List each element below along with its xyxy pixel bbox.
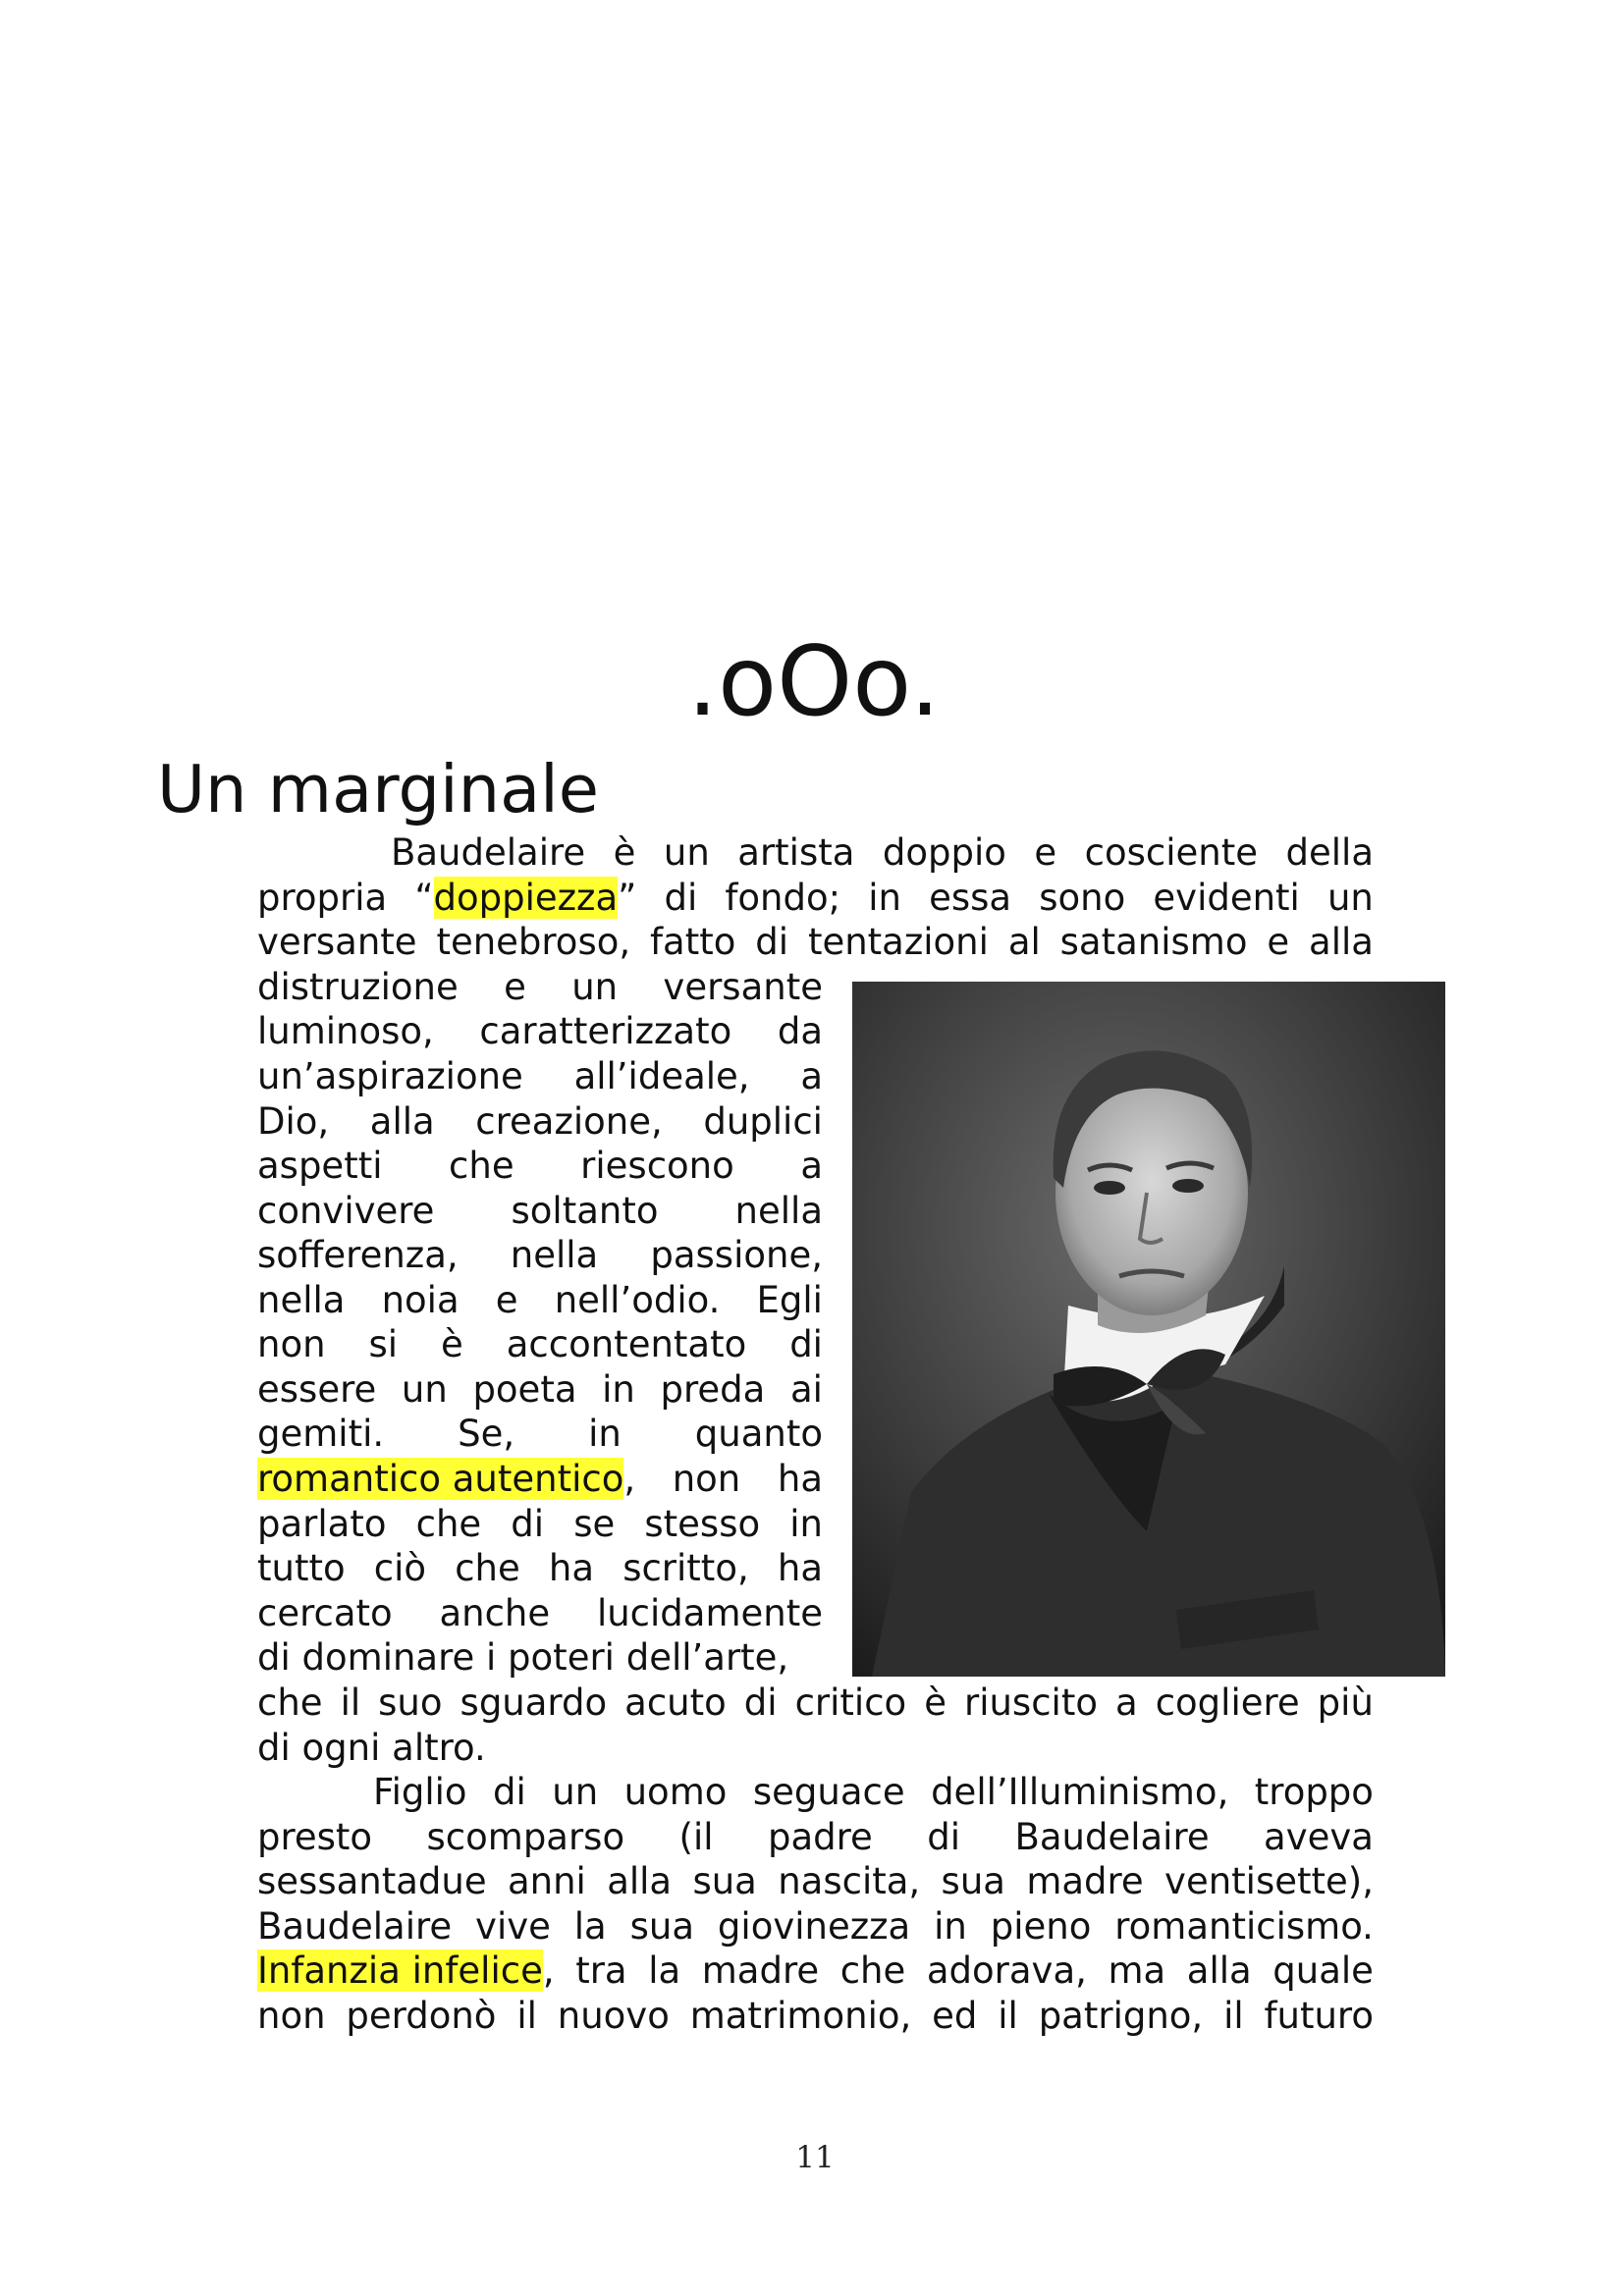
word: a bbox=[800, 1145, 823, 1187]
word: sessantadue bbox=[257, 1860, 487, 1902]
word: gemiti. bbox=[257, 1413, 385, 1455]
word: doppio bbox=[882, 831, 1006, 874]
word: che bbox=[839, 1949, 906, 1992]
word: Se, bbox=[458, 1413, 515, 1455]
word: patrigno, bbox=[1038, 1995, 1204, 2037]
word: dell’Illuminismo, bbox=[931, 1771, 1229, 1813]
text-line bbox=[257, 1009, 823, 1054]
word: in bbox=[789, 1503, 823, 1545]
word: tenebroso, bbox=[436, 921, 631, 963]
word: quale bbox=[1272, 1949, 1374, 1992]
word: suo bbox=[378, 1682, 443, 1724]
word: ed bbox=[932, 1995, 978, 2037]
word: acuto bbox=[624, 1682, 727, 1724]
word: da bbox=[777, 1010, 823, 1052]
word: non bbox=[257, 1995, 326, 2037]
text-line bbox=[257, 1412, 823, 1457]
word: creazione, bbox=[475, 1100, 663, 1143]
word: la bbox=[648, 1949, 681, 1992]
word: versante bbox=[257, 921, 417, 963]
word: uomo bbox=[623, 1771, 728, 1813]
word: ciò bbox=[373, 1547, 427, 1589]
word: duplici bbox=[703, 1100, 823, 1143]
word: e bbox=[1267, 921, 1290, 963]
word: di ogni altro. bbox=[257, 1727, 486, 1769]
word: che bbox=[449, 1145, 514, 1187]
text-line bbox=[257, 1054, 823, 1099]
word: romanticismo. bbox=[1114, 1905, 1374, 1948]
word: di dominare i poteri dell’arte, bbox=[257, 1636, 789, 1679]
text-line bbox=[257, 876, 1374, 921]
word: il bbox=[998, 1995, 1018, 2037]
text-line bbox=[257, 1322, 823, 1367]
word: pieno bbox=[990, 1905, 1092, 1948]
word: anni bbox=[507, 1860, 586, 1902]
word: critico bbox=[794, 1682, 907, 1724]
word: fondo; bbox=[725, 877, 841, 919]
word: ventisette), bbox=[1164, 1860, 1374, 1902]
word: non bbox=[257, 1323, 326, 1365]
word: di bbox=[743, 1682, 778, 1724]
word: alla bbox=[369, 1100, 435, 1143]
word: Dio, bbox=[257, 1100, 330, 1143]
word: il bbox=[340, 1682, 361, 1724]
word: accontentato bbox=[506, 1323, 747, 1365]
word: e bbox=[504, 966, 526, 1008]
word: cercato bbox=[257, 1592, 393, 1634]
word: sua bbox=[941, 1860, 1005, 1902]
word: artista bbox=[737, 831, 855, 874]
word: sua bbox=[629, 1905, 695, 1948]
portrait-photo bbox=[852, 982, 1445, 1677]
word: giovinezza bbox=[717, 1905, 911, 1948]
word: seguace bbox=[752, 1771, 905, 1813]
word: più bbox=[1317, 1682, 1374, 1724]
word: fatto bbox=[650, 921, 736, 963]
text-line bbox=[257, 965, 823, 1010]
portrait-image bbox=[852, 982, 1445, 1677]
word: è bbox=[613, 831, 636, 874]
word: della bbox=[1285, 831, 1374, 874]
word: adorava, bbox=[926, 1949, 1087, 1992]
word: propria bbox=[257, 877, 388, 919]
word: ai bbox=[789, 1368, 823, 1411]
word: futuro bbox=[1264, 1995, 1374, 2037]
word: ha bbox=[777, 1458, 823, 1500]
word: presto bbox=[257, 1816, 373, 1858]
word: convivere bbox=[257, 1190, 435, 1232]
word: nella bbox=[257, 1279, 346, 1321]
word: un bbox=[552, 1771, 599, 1813]
word: di bbox=[511, 1503, 545, 1545]
word: perdonò bbox=[346, 1995, 497, 2037]
word: si bbox=[368, 1323, 399, 1365]
text-line bbox=[257, 1726, 1374, 1771]
word: nuovo bbox=[557, 1995, 670, 2037]
word: un bbox=[401, 1368, 448, 1411]
word: di bbox=[664, 877, 698, 919]
text-line bbox=[257, 1994, 1374, 2039]
word: un bbox=[571, 966, 619, 1008]
text-line bbox=[257, 920, 1374, 965]
word: che bbox=[455, 1547, 520, 1589]
word: (il bbox=[678, 1816, 714, 1858]
word: un bbox=[663, 831, 710, 874]
word: in bbox=[602, 1368, 635, 1411]
text-line bbox=[257, 1144, 823, 1189]
word: non bbox=[672, 1458, 741, 1500]
word: un bbox=[1326, 877, 1374, 919]
word: tutto bbox=[257, 1547, 346, 1589]
word: ha bbox=[548, 1547, 595, 1589]
word: versante bbox=[663, 966, 823, 1008]
text-line bbox=[257, 1904, 1374, 1949]
word: Baudelaire bbox=[1014, 1816, 1210, 1858]
word: nascita, bbox=[778, 1860, 921, 1902]
word: nella bbox=[510, 1234, 599, 1276]
word: sono bbox=[1039, 877, 1126, 919]
word: sofferenza, bbox=[257, 1234, 459, 1276]
word: vive bbox=[475, 1905, 551, 1948]
word: tentazioni bbox=[807, 921, 989, 963]
word: è bbox=[441, 1323, 463, 1365]
word: madre bbox=[701, 1949, 820, 1992]
word: Baudelaire bbox=[257, 1905, 453, 1948]
word: alla bbox=[607, 1860, 673, 1902]
word: Figlio bbox=[373, 1771, 467, 1813]
word: nell’odio. bbox=[554, 1279, 721, 1321]
word: poeta bbox=[472, 1368, 577, 1411]
word: stesso bbox=[644, 1503, 761, 1545]
text-line bbox=[257, 1099, 823, 1145]
word: a bbox=[800, 1055, 823, 1097]
word: Egli bbox=[756, 1279, 823, 1321]
word: tra bbox=[575, 1949, 627, 1992]
word: soltanto bbox=[511, 1190, 659, 1232]
word: che bbox=[415, 1503, 482, 1545]
text-line bbox=[257, 1770, 1374, 1815]
word: romantico autentico, bbox=[257, 1458, 636, 1500]
word: il bbox=[1223, 1995, 1244, 2037]
text-line bbox=[257, 1949, 1374, 1994]
text-line bbox=[257, 1815, 1374, 1860]
word: e bbox=[1034, 831, 1057, 874]
word: ma bbox=[1108, 1949, 1166, 1992]
text-highlight: Infanzia infelice bbox=[257, 1949, 543, 1992]
text-highlight: romantico autentico bbox=[257, 1458, 624, 1500]
text-line bbox=[257, 1278, 823, 1323]
text-line bbox=[257, 1502, 823, 1547]
word: satanismo bbox=[1059, 921, 1248, 963]
word: alla bbox=[1186, 1949, 1252, 1992]
word: “doppiezza” bbox=[414, 877, 637, 919]
word: a bbox=[1115, 1682, 1138, 1724]
text-line bbox=[257, 1591, 823, 1636]
word: è bbox=[924, 1682, 947, 1724]
word: e bbox=[495, 1279, 518, 1321]
word: aveva bbox=[1264, 1816, 1374, 1858]
word: riescono bbox=[580, 1145, 734, 1187]
word: essa bbox=[929, 877, 1012, 919]
word: sguardo bbox=[460, 1682, 608, 1724]
section-ornament: .oOo. bbox=[687, 626, 941, 738]
word: in bbox=[588, 1413, 622, 1455]
word: in bbox=[934, 1905, 967, 1948]
word: che bbox=[257, 1682, 323, 1724]
word: di bbox=[493, 1771, 526, 1813]
word: la bbox=[573, 1905, 607, 1948]
word: cosciente bbox=[1084, 831, 1259, 874]
word: scomparso bbox=[426, 1816, 625, 1858]
text-line bbox=[257, 1457, 823, 1502]
word: un’aspirazione bbox=[257, 1055, 523, 1097]
text-line bbox=[257, 1681, 1374, 1726]
word: Infanzia infelice, bbox=[257, 1949, 555, 1992]
word: di bbox=[755, 921, 789, 963]
word: caratterizzato bbox=[479, 1010, 732, 1052]
word: madre bbox=[1026, 1860, 1144, 1902]
word: riuscito bbox=[963, 1682, 1098, 1724]
word: nella bbox=[734, 1190, 823, 1232]
word: ha bbox=[777, 1547, 823, 1589]
word: Baudelaire bbox=[391, 831, 586, 874]
text-line bbox=[257, 1859, 1374, 1904]
word: lucidamente bbox=[596, 1592, 823, 1634]
text-line bbox=[257, 1189, 823, 1234]
text-line bbox=[257, 1546, 823, 1591]
word: distruzione bbox=[257, 966, 459, 1008]
word: se bbox=[573, 1503, 616, 1545]
word: in bbox=[868, 877, 901, 919]
text-line bbox=[257, 1367, 823, 1413]
word: anche bbox=[439, 1592, 551, 1634]
word: quanto bbox=[694, 1413, 823, 1455]
word: troppo bbox=[1254, 1771, 1374, 1813]
word: di bbox=[789, 1323, 823, 1365]
page-number: 11 bbox=[795, 2140, 835, 2175]
word: noia bbox=[381, 1279, 460, 1321]
word: il bbox=[516, 1995, 537, 2037]
chapter-title: Un marginale bbox=[157, 751, 599, 828]
word: evidenti bbox=[1153, 877, 1300, 919]
text-line bbox=[257, 1635, 823, 1681]
word: aspetti bbox=[257, 1145, 383, 1187]
text-line bbox=[257, 830, 1374, 876]
text-highlight: doppiezza bbox=[433, 877, 619, 919]
word: alla bbox=[1309, 921, 1374, 963]
word: di bbox=[927, 1816, 961, 1858]
word: al bbox=[1007, 921, 1041, 963]
word: passione, bbox=[650, 1234, 823, 1276]
word: cogliere bbox=[1155, 1682, 1300, 1724]
word: matrimonio, bbox=[689, 1995, 912, 2037]
word: padre bbox=[767, 1816, 873, 1858]
text-line bbox=[257, 1233, 823, 1278]
word: essere bbox=[257, 1368, 377, 1411]
word: preda bbox=[660, 1368, 766, 1411]
word: scritto, bbox=[622, 1547, 749, 1589]
word: all’ideale, bbox=[573, 1055, 750, 1097]
word: parlato bbox=[257, 1503, 387, 1545]
word: sua bbox=[692, 1860, 757, 1902]
word: luminoso, bbox=[257, 1010, 434, 1052]
